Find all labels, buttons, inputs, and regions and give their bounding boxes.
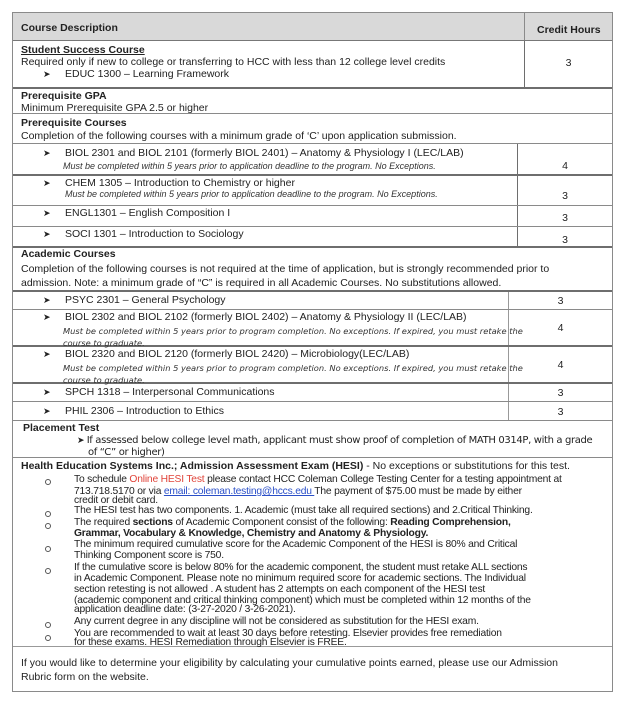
circle-bullet-icon bbox=[43, 520, 53, 530]
student-success-description: Required only if new to college or transferring to HCC with less than 12 college level credits bbox=[21, 56, 446, 68]
credits-value: 3 bbox=[562, 234, 568, 246]
credits-value: 3 bbox=[562, 190, 568, 202]
course-requirements-table bbox=[12, 12, 613, 692]
credits-value: 3 bbox=[557, 406, 564, 418]
arrow-bullet-icon: ➤ bbox=[43, 229, 51, 239]
prerequisite-courses-title: Prerequisite Courses bbox=[21, 117, 127, 129]
header-course-description: Course Description bbox=[21, 22, 118, 34]
hesi-wait: You are recommended to wait at least 30 days before retesting. Elsevier provides free remediation bbox=[74, 628, 502, 639]
academic-course-row bbox=[13, 310, 612, 347]
course-note: Must be completed within 5 years prior to application deadline to the program. No Exceptions. bbox=[65, 189, 438, 199]
academic-courses-description-1: Completion of the following courses is not required at the time of application, but is strongly recommended prior to bbox=[21, 263, 550, 275]
arrow-bullet-icon: ➤ bbox=[43, 148, 51, 158]
hesi-title-suffix: - No exceptions or substitutions for this test. bbox=[363, 460, 570, 472]
circle-bullet-icon bbox=[43, 565, 53, 575]
circle-bullet-icon bbox=[43, 508, 53, 518]
course-name: PSYC 2301 – General Psychology bbox=[65, 294, 226, 306]
hesi-sections: The required sections of Academic Component consist of the following: Reading Comprehension, bbox=[74, 517, 511, 528]
hesi-min-score: The minimum required cumulative score for the Academic Component of the HESI is 80% and Critical bbox=[74, 539, 518, 550]
academic-course-row bbox=[13, 347, 612, 384]
academic-courses-description-2: admission. Note: a minimum grade of “C” is required in all Academic Courses. No substitutions allowed. bbox=[21, 277, 502, 289]
course-name: BIOL 2320 and BIOL 2120 (formerly BIOL 2420) – Microbiology(LEC/LAB) bbox=[65, 348, 410, 360]
arrow-bullet-icon: ➤ bbox=[43, 387, 51, 397]
course-name: PHIL 2306 – Introduction to Ethics bbox=[65, 405, 224, 417]
arrow-bullet-icon: ➤ bbox=[43, 208, 51, 218]
placement-test-requirement-continued: of “C” or higher) bbox=[88, 447, 165, 458]
credits-value: 4 bbox=[557, 359, 564, 371]
hesi-schedule-text: To schedule Online HESI Test please contact HCC Coleman College Testing Center for a testing appointment at bbox=[74, 474, 562, 485]
hesi-sections-continued: Grammar, Vocabulary & Knowledge, Chemistry and Anatomy & Physiology. bbox=[74, 528, 429, 539]
credits-value: 4 bbox=[562, 160, 568, 172]
course-name: ENGL1301 – English Composition I bbox=[65, 207, 231, 219]
hesi-phone: 713.718.5170 or via bbox=[74, 486, 164, 497]
prerequisite-course-row bbox=[13, 206, 612, 227]
hesi-min-score-continued: Thinking Component score is 750. bbox=[74, 550, 224, 561]
prerequisite-gpa-title: Prerequisite GPA bbox=[21, 90, 107, 102]
circle-bullet-icon bbox=[43, 476, 53, 486]
prerequisite-gpa-row bbox=[13, 89, 612, 114]
academic-course-row bbox=[13, 292, 612, 310]
header-credit-hours: Credit Hours bbox=[537, 24, 601, 36]
circle-bullet-icon bbox=[43, 619, 53, 629]
table-header bbox=[13, 13, 612, 41]
footer-line-2: Rubric form on the website. bbox=[21, 671, 149, 683]
course-note: Must be completed within 5 years prior to application deadline to the program. No Exceptions. bbox=[63, 161, 436, 171]
course-note: Must be completed within 5 years prior to program completion. No exceptions. If expired, you must retake the bbox=[63, 326, 523, 336]
hesi-components: The HESI test has two components. 1. Academic (must take all required sections) and 2.Critical Thinking. bbox=[74, 505, 533, 516]
credits-value: 3 bbox=[565, 57, 572, 69]
course-name: BIOL 2302 and BIOL 2102 (formerly BIOL 2402) – Anatomy & Physiology II (LEC/LAB) bbox=[65, 311, 467, 323]
circle-bullet-icon bbox=[43, 543, 53, 553]
hesi-section: Health Education Systems Inc.; Admission Assessment Exam (HESI) - No exceptions or substitutions for this test. To schedule Online HESI Test please contact HCC Coleman College Testing Center for a testing appointment at 713.718.5170 or via email: coleman.testing@hccs.edu The payment of $75.00 must be made by either credit or debit card. The HESI test has two components. 1. Academic (must take all required sections) and 2.Critical Thinking. The required sections of Academic Component consist of the following: Reading Comprehension, Grammar, Vocabulary & Knowledge, Chemistry and Anatomy & Physiology. The minimum required cumulative score for the Academic Component of the HESI is 80% and Critical Thinking Component score is 750. If the cumulative score is below 80% for the academic component, the student must retake ALL sections in Academic Component. Please note no minimum required score for academic sections. The Individual section retesting is not allowed . A student has 2 attempts on each component of the HESI test (academic component and critical thinking component) which must be completed within 12 months of the application deadline date: (3-27-2020 / 3-26-2021). Any current degree in any discipline will not be considered as substitution for the HESI exam. You are recommended to wait at least 30 days before retesting. Elsevier provides free remediation for these exams. HESI Remediation through Elsevier is FREE. bbox=[13, 458, 612, 647]
prerequisite-course-row bbox=[13, 144, 612, 176]
placement-test-row bbox=[13, 421, 612, 458]
credits-value: 4 bbox=[557, 322, 564, 334]
online-hesi-test-link[interactable]: Online HESI Test bbox=[129, 474, 205, 485]
arrow-bullet-icon: ➤ bbox=[43, 349, 51, 359]
course-name: CHEM 1305 – Introduction to Chemistry or higher bbox=[65, 177, 295, 189]
course-note-continued: course to graduate. bbox=[63, 375, 145, 385]
hesi-degree: Any current degree in any discipline will not be considered as substitution for the HESI exam. bbox=[74, 616, 479, 627]
hesi-payment-continued: credit or debit card. bbox=[74, 495, 158, 506]
course-item-educ1300: ➤ EDUC 1300 – Learning Framework bbox=[43, 68, 229, 80]
placement-test-title: Placement Test bbox=[23, 422, 100, 434]
student-success-title: Student Success Course bbox=[21, 44, 145, 56]
student-success-row bbox=[13, 41, 612, 89]
arrow-bullet-icon: ➤ bbox=[43, 178, 51, 188]
academic-course-row bbox=[13, 384, 612, 402]
credits-value: 3 bbox=[562, 212, 568, 224]
arrow-bullet-icon: ➤ bbox=[43, 295, 51, 305]
prerequisite-courses-header bbox=[13, 114, 612, 144]
prerequisite-course-row bbox=[13, 227, 612, 248]
academic-course-row bbox=[13, 402, 612, 421]
course-name: BIOL 2301 and BIOL 2101 (formerly BIOL 2401) – Anatomy & Physiology I (LEC/LAB) bbox=[65, 147, 464, 159]
prerequisite-courses-description: Completion of the following courses with a minimum grade of ‘C’ upon application submission. bbox=[21, 130, 457, 142]
credits-value: 3 bbox=[557, 387, 564, 399]
course-name: SOCI 1301 – Introduction to Sociology bbox=[65, 228, 244, 240]
prerequisite-gpa-description: Minimum Prerequisite GPA 2.5 or higher bbox=[21, 102, 209, 114]
hesi-retake: If the cumulative score is below 80% for the academic component, the student must retake ALL sections bbox=[74, 562, 528, 573]
circle-bullet-icon bbox=[43, 632, 53, 642]
credits-value: 3 bbox=[557, 295, 564, 307]
prerequisite-course-row bbox=[13, 176, 612, 206]
academic-courses-header bbox=[13, 248, 612, 292]
arrow-bullet-icon: ➤ bbox=[43, 312, 51, 322]
academic-courses-title: Academic Courses bbox=[21, 248, 116, 260]
arrow-bullet-icon: ➤ bbox=[43, 69, 51, 79]
course-note-continued: course to graduate. bbox=[63, 338, 145, 348]
placement-test-requirement: If assessed below college level math, applicant must show proof of completion of MATH 0314P, with a grade bbox=[86, 435, 593, 446]
arrow-bullet-icon: ➤ bbox=[43, 406, 51, 416]
hesi-title: Health Education Systems Inc.; Admission Assessment Exam (HESI) bbox=[21, 460, 364, 472]
course-name: SPCH 1318 – Interpersonal Communications bbox=[65, 386, 275, 398]
hesi-wait-continued: for these exams. HESI Remediation through Elsevier is FREE. bbox=[74, 637, 347, 648]
arrow-bullet-icon: ➤ bbox=[77, 436, 87, 446]
course-note: Must be completed within 5 years prior to program completion. No exceptions. If expired, you must retake the bbox=[63, 363, 523, 373]
footer-line-1: If you would like to determine your eligibility by calculating your cumulative points earned, please use our Admission bbox=[21, 657, 558, 669]
email-link[interactable]: email: coleman.testing@hccs.edu bbox=[163, 486, 315, 497]
footer-row bbox=[13, 647, 612, 691]
